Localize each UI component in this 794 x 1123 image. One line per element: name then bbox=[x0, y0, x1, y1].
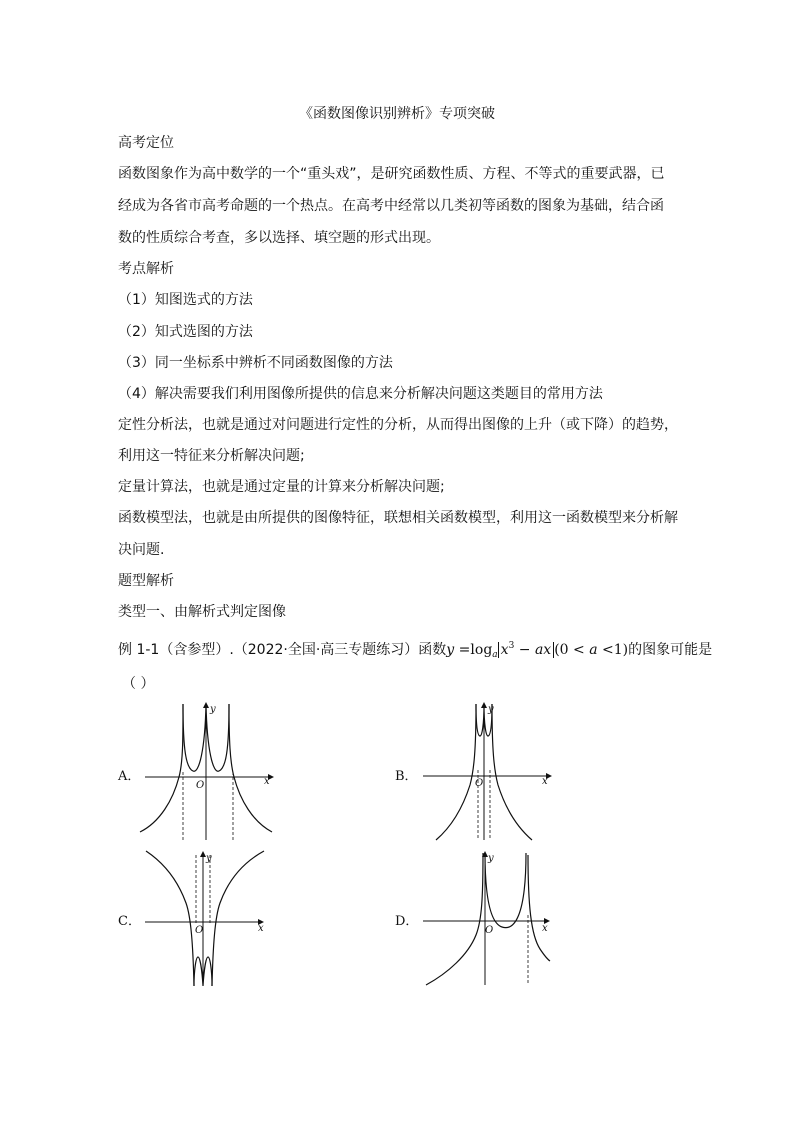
method-line-5: 决问题. bbox=[118, 542, 165, 558]
origin-label: O bbox=[195, 925, 204, 936]
method-line-2: 利用这一特征来分析解决问题; bbox=[118, 448, 305, 464]
page-title: 《函数图像识别辨析》专项突破 bbox=[299, 106, 495, 122]
method-line-1: 定性分析法，也就是通过对问题进行定性的分析，从而得出图像的上升（或下降）的趋势， bbox=[118, 417, 678, 433]
curve-left bbox=[426, 853, 483, 985]
curve-right-outer bbox=[229, 704, 272, 832]
intro-line-2: 经成为各省市高考命题的一个热点。在高考中经常以几类初等函数的图象为基础，结合函 bbox=[118, 198, 664, 214]
x-axis-label: x bbox=[258, 923, 264, 934]
curve-right-outer bbox=[212, 851, 264, 986]
heading-types: 题型解析 bbox=[118, 573, 174, 589]
option-b-graph[interactable] bbox=[418, 700, 558, 845]
option-a-label[interactable]: A． bbox=[118, 769, 141, 784]
method-line-4: 函数模型法，也就是由所提供的图像特征，联想相关函数模型，利用这一函数模型来分析解 bbox=[118, 510, 678, 526]
x-axis-label: x bbox=[264, 776, 270, 787]
point-3: （3）同一坐标系中辨析不同函数图像的方法 bbox=[118, 355, 393, 371]
example-suffix: 的图象可能是 bbox=[628, 642, 713, 658]
option-c-label[interactable]: C． bbox=[118, 914, 141, 929]
intro-line-3: 数的性质综合考查，多以选择、填空题的形式出现。 bbox=[118, 230, 440, 246]
formula: $y =\log_a$ $x^3$ − ax (0 < a <1) bbox=[446, 641, 629, 660]
curve-middle bbox=[485, 853, 526, 928]
origin-label: O bbox=[475, 778, 484, 789]
y-axis-label: y bbox=[488, 853, 494, 864]
intro-line-1: 函数图象作为高中数学的一个“重头戏”，是研究函数性质、方程、不等式的重要武器，已 bbox=[118, 166, 665, 182]
point-2: （2）知式选图的方法 bbox=[118, 324, 253, 340]
curve-left-outer bbox=[140, 704, 183, 832]
x-axis-label: x bbox=[542, 923, 548, 934]
curve-right bbox=[528, 855, 550, 961]
option-d-label[interactable]: D． bbox=[395, 914, 419, 929]
option-b-label[interactable]: B． bbox=[395, 769, 418, 784]
y-axis-label: y bbox=[488, 704, 494, 715]
heading-positioning: 高考定位 bbox=[118, 135, 174, 151]
answer-blank: （ ） bbox=[122, 676, 155, 692]
method-line-3: 定量计算法，也就是通过定量的计算来分析解决问题; bbox=[118, 479, 445, 495]
example-question bbox=[118, 636, 712, 665]
heading-analysis: 考点解析 bbox=[118, 261, 174, 277]
point-1: （1）知图选式的方法 bbox=[118, 292, 253, 308]
origin-label: O bbox=[196, 780, 205, 791]
point-4: （4）解决需要我们利用图像所提供的信息来分析解决问题这类题目的常用方法 bbox=[118, 386, 603, 402]
y-axis-label: y bbox=[206, 853, 212, 864]
x-axis-label: x bbox=[542, 776, 548, 787]
option-a-graph[interactable] bbox=[140, 700, 280, 845]
type-one-heading: 类型一、由解析式判定图像 bbox=[118, 604, 286, 620]
origin-label: O bbox=[485, 925, 494, 936]
curve-left-outer bbox=[146, 851, 194, 986]
option-d-graph[interactable] bbox=[418, 845, 558, 990]
y-axis-label: y bbox=[210, 704, 216, 715]
curve-left-outer bbox=[436, 704, 476, 840]
option-c-graph[interactable] bbox=[140, 845, 280, 990]
example-prefix: 例 1-1（含参型）.（2022·全国·高三专题练习）函数 bbox=[118, 642, 447, 658]
curve-right-outer bbox=[492, 704, 532, 840]
